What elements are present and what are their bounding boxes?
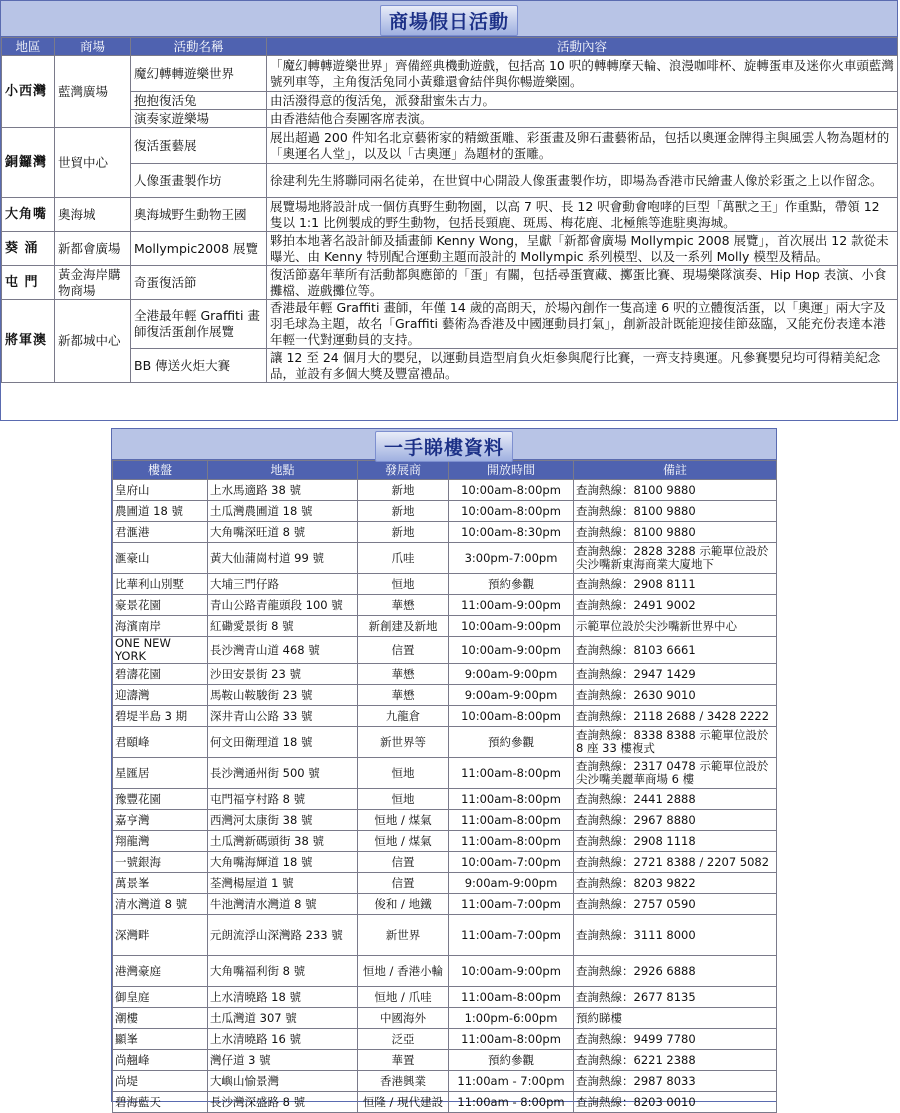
property-row xyxy=(113,574,777,595)
activity-name-cell: Mollympic2008 展覽 xyxy=(131,232,267,266)
address-cell: 深井青山公路 33 號 xyxy=(208,706,358,727)
address-cell: 何文田衛理道 18 號 xyxy=(208,727,358,758)
address-cell: 上水清曉路 16 號 xyxy=(208,1029,358,1050)
estate-cell: 星匯居 xyxy=(113,758,208,789)
hours-cell: 9:00am-9:00pm xyxy=(449,685,574,706)
hours-cell: 1:00pm-6:00pm xyxy=(449,1008,574,1029)
remark-cell: 查詢熱線：2721 8388 / 2207 5082 xyxy=(574,852,777,873)
address-cell: 沙田安景街 23 號 xyxy=(208,664,358,685)
property-row xyxy=(113,616,777,637)
hours-cell: 10:00am-8:30pm xyxy=(449,522,574,543)
header-cell: 地點 xyxy=(208,461,358,480)
remark-cell: 查詢熱線：2967 8880 xyxy=(574,810,777,831)
activity-name-cell: 奇蛋復活節 xyxy=(131,266,267,300)
header-cell: 發展商 xyxy=(358,461,449,480)
developer-cell: 信置 xyxy=(358,637,449,664)
estate-cell: 深灣畔 xyxy=(113,915,208,956)
address-cell: 土瓜灣新碼頭街 38 號 xyxy=(208,831,358,852)
developer-cell: 新地 xyxy=(358,480,449,501)
hours-cell: 11:00am-8:00pm xyxy=(449,831,574,852)
remark-cell: 查詢熱線：8203 0010 xyxy=(574,1092,777,1113)
property-row xyxy=(113,706,777,727)
mall-activities-header-row xyxy=(2,38,898,56)
hours-cell: 11:00am - 8:00pm xyxy=(449,1092,574,1113)
property-row xyxy=(113,480,777,501)
property-row xyxy=(113,727,777,758)
activity-row xyxy=(2,266,898,300)
activity-name-cell: 演奏家遊樂場 xyxy=(131,110,267,128)
district-cell: 大角嘴 xyxy=(2,198,55,232)
estate-cell: 一號銀海 xyxy=(113,852,208,873)
mall-activities-title-bar xyxy=(1,1,897,37)
estate-cell: 農圃道 18 號 xyxy=(113,501,208,522)
header-cell: 備註 xyxy=(574,461,777,480)
address-cell: 黃大仙蒲崗村道 99 號 xyxy=(208,543,358,574)
address-cell: 土瓜灣道 307 號 xyxy=(208,1008,358,1029)
activity-row xyxy=(2,349,898,383)
hours-cell: 11:00am-8:00pm xyxy=(449,1029,574,1050)
property-row xyxy=(113,852,777,873)
header-cell: 活動內容 xyxy=(267,38,898,56)
developer-cell: 中國海外 xyxy=(358,1008,449,1029)
mall-activities-panel xyxy=(0,0,898,421)
activity-name-cell: 奧海城野生動物王國 xyxy=(131,198,267,232)
activity-desc-cell: 展覽場地將設計成一個仿真野生動物園，以高 7 呎、長 12 呎會動會咆哮的巨型「萬獸之王」作重點，帶領 12 隻以 1:1 比例製成的野生動物，包括長頸鹿、斑馬、梅花鹿、北極熊等進駐奧海城。 xyxy=(267,198,898,232)
remark-cell: 查詢熱線：8203 9822 xyxy=(574,873,777,894)
developer-cell: 信置 xyxy=(358,852,449,873)
header-cell: 樓盤 xyxy=(113,461,208,480)
remark-cell: 查詢熱線：2926 6888 xyxy=(574,956,777,987)
property-row xyxy=(113,543,777,574)
address-cell: 大角嘴深旺道 8 號 xyxy=(208,522,358,543)
developer-cell: 華置 xyxy=(358,1050,449,1071)
remark-cell: 查詢熱線：3111 8000 xyxy=(574,915,777,956)
developer-cell: 九龍倉 xyxy=(358,706,449,727)
remark-cell: 查詢熱線：8103 6661 xyxy=(574,637,777,664)
property-row xyxy=(113,831,777,852)
hours-cell: 11:00am-8:00pm xyxy=(449,810,574,831)
property-row xyxy=(113,873,777,894)
activity-row xyxy=(2,198,898,232)
estate-cell: 海濱南岸 xyxy=(113,616,208,637)
property-viewing-title-bar xyxy=(112,429,776,460)
hours-cell: 預約參觀 xyxy=(449,727,574,758)
estate-cell: 比華利山別墅 xyxy=(113,574,208,595)
developer-cell: 恒隆 / 現代建設 xyxy=(358,1092,449,1113)
estate-cell: 清水灣道 8 號 xyxy=(113,894,208,915)
estate-cell: 萬景峯 xyxy=(113,873,208,894)
address-cell: 灣仔道 3 號 xyxy=(208,1050,358,1071)
header-cell: 活動名稱 xyxy=(131,38,267,56)
estate-cell: 碧濤花園 xyxy=(113,664,208,685)
estate-cell: ONE NEW YORK xyxy=(113,637,208,664)
address-cell: 大角嘴海輝道 18 號 xyxy=(208,852,358,873)
property-row xyxy=(113,956,777,987)
district-cell: 屯 門 xyxy=(2,266,55,300)
address-cell: 牛池灣清水灣道 8 號 xyxy=(208,894,358,915)
estate-cell: 迎濤灣 xyxy=(113,685,208,706)
activity-name-cell: 魔幻轉轉遊樂世界 xyxy=(131,56,267,92)
mall-activities-title: 商場假日活動 xyxy=(380,5,518,36)
property-row xyxy=(113,915,777,956)
developer-cell: 恒地 / 煤氣 xyxy=(358,831,449,852)
developer-cell: 俊和 / 地鐵 xyxy=(358,894,449,915)
property-row xyxy=(113,1050,777,1071)
address-cell: 長沙灣通州街 500 號 xyxy=(208,758,358,789)
hours-cell: 11:00am-9:00pm xyxy=(449,595,574,616)
hours-cell: 10:00am-9:00pm xyxy=(449,956,574,987)
hours-cell: 11:00am-8:00pm xyxy=(449,789,574,810)
header-cell: 地區 xyxy=(2,38,55,56)
estate-cell: 翔龍灣 xyxy=(113,831,208,852)
address-cell: 屯門福亨村路 8 號 xyxy=(208,789,358,810)
hours-cell: 11:00am-8:00pm xyxy=(449,758,574,789)
property-viewing-header-row xyxy=(113,461,777,480)
hours-cell: 10:00am-8:00pm xyxy=(449,501,574,522)
estate-cell: 御皇庭 xyxy=(113,987,208,1008)
mall-cell: 新都城中心 xyxy=(55,300,131,383)
property-row xyxy=(113,664,777,685)
activity-name-cell: 人像蛋畫製作坊 xyxy=(131,164,267,198)
remark-cell: 查詢熱線：2908 1118 xyxy=(574,831,777,852)
remark-cell: 查詢熱線：2118 2688 / 3428 2222 xyxy=(574,706,777,727)
mall-cell: 黃金海岸購物商場 xyxy=(55,266,131,300)
hours-cell: 預約參觀 xyxy=(449,574,574,595)
mall-cell: 世貿中心 xyxy=(55,128,131,198)
address-cell: 荃灣楊屋道 1 號 xyxy=(208,873,358,894)
developer-cell: 新世界 xyxy=(358,915,449,956)
developer-cell: 泛亞 xyxy=(358,1029,449,1050)
developer-cell: 新地 xyxy=(358,522,449,543)
remark-cell: 查詢熱線：2947 1429 xyxy=(574,664,777,685)
activity-desc-cell: 香港最年輕 Graffiti 畫師，年僅 14 歲的高朗天，於場內創作一隻高達 6 呎的立體復活蛋，以「奧運」兩大字及羽毛球為主題，故名「Graffiti 藝術為香港及中國運動員打氣」，創新設計既能迎接佳節茲臨，又能充份表達本港年輕一代對運動員的支持。 xyxy=(267,300,898,349)
developer-cell: 華懋 xyxy=(358,664,449,685)
header-cell: 商場 xyxy=(55,38,131,56)
hours-cell: 11:00am - 7:00pm xyxy=(449,1071,574,1092)
hours-cell: 預約參觀 xyxy=(449,1050,574,1071)
header-cell: 開放時間 xyxy=(449,461,574,480)
hours-cell: 3:00pm-7:00pm xyxy=(449,543,574,574)
remark-cell: 查詢熱線：2491 9002 xyxy=(574,595,777,616)
hours-cell: 10:00am-8:00pm xyxy=(449,706,574,727)
address-cell: 上水清曉路 18 號 xyxy=(208,987,358,1008)
activity-row xyxy=(2,128,898,164)
estate-cell: 嘉亨灣 xyxy=(113,810,208,831)
address-cell: 上水馬適路 38 號 xyxy=(208,480,358,501)
address-cell: 青山公路青龍頭段 100 號 xyxy=(208,595,358,616)
developer-cell: 恒地 / 煤氣 xyxy=(358,810,449,831)
developer-cell: 信置 xyxy=(358,873,449,894)
estate-cell: 豫豐花園 xyxy=(113,789,208,810)
remark-cell: 預約睇樓 xyxy=(574,1008,777,1029)
property-viewing-title: 一手睇樓資料 xyxy=(375,431,513,462)
estate-cell: 皇府山 xyxy=(113,480,208,501)
remark-cell: 查詢熱線：2677 8135 xyxy=(574,987,777,1008)
remark-cell: 示範單位設於尖沙嘴新世界中心 xyxy=(574,616,777,637)
remark-cell: 查詢熱線：2630 9010 xyxy=(574,685,777,706)
estate-cell: 顯峯 xyxy=(113,1029,208,1050)
property-viewing-panel xyxy=(111,428,777,1109)
remark-cell: 查詢熱線：2757 0590 xyxy=(574,894,777,915)
remark-cell: 查詢熱線：2317 0478 示範單位設於尖沙嘴美麗華商場 6 樓 xyxy=(574,758,777,789)
activity-desc-cell: 由香港結他合奏團客席表演。 xyxy=(267,110,898,128)
address-cell: 土瓜灣農圃道 18 號 xyxy=(208,501,358,522)
activity-desc-cell: 讓 12 至 24 個月大的嬰兒，以運動員造型肩負火炬參與爬行比賽，一齊支持奧運。凡參賽嬰兒均可得精美紀念品，並設有多個大獎及豐富禮品。 xyxy=(267,349,898,383)
developer-cell: 香港興業 xyxy=(358,1071,449,1092)
activity-name-cell: 全港最年輕 Graffiti 畫師復活蛋創作展覽 xyxy=(131,300,267,349)
estate-cell: 碧海藍天 xyxy=(113,1092,208,1113)
activity-desc-cell: 由活潑得意的復活兔，派發甜蜜朱古力。 xyxy=(267,92,898,110)
remark-cell: 查詢熱線：8100 9880 xyxy=(574,480,777,501)
property-row xyxy=(113,501,777,522)
hours-cell: 10:00am-9:00pm xyxy=(449,616,574,637)
activity-desc-cell: 復活節嘉年華所有活動都與應節的「蛋」有關，包括尋蛋寶藏、擲蛋比賽、現場樂隊演奏、Hip Hop 表演、小食攤檔、遊戲攤位等。 xyxy=(267,266,898,300)
hours-cell: 9:00am-9:00pm xyxy=(449,664,574,685)
remark-cell: 查詢熱線：8100 9880 xyxy=(574,501,777,522)
activity-row xyxy=(2,232,898,266)
remark-cell: 查詢熱線：9499 7780 xyxy=(574,1029,777,1050)
property-row xyxy=(113,685,777,706)
remark-cell: 查詢熱線：2441 2888 xyxy=(574,789,777,810)
remark-cell: 查詢熱線：2987 8033 xyxy=(574,1071,777,1092)
hours-cell: 10:00am-8:00pm xyxy=(449,480,574,501)
mall-activities-table xyxy=(1,37,898,383)
activity-row xyxy=(2,300,898,349)
property-row xyxy=(113,637,777,664)
estate-cell: 滙豪山 xyxy=(113,543,208,574)
developer-cell: 華懋 xyxy=(358,595,449,616)
district-cell: 葵 涌 xyxy=(2,232,55,266)
remark-cell: 查詢熱線：6221 2388 xyxy=(574,1050,777,1071)
property-row xyxy=(113,595,777,616)
address-cell: 馬鞍山鞍駿街 23 號 xyxy=(208,685,358,706)
hours-cell: 11:00am-7:00pm xyxy=(449,894,574,915)
developer-cell: 恒地 / 爪哇 xyxy=(358,987,449,1008)
address-cell: 長沙灣深盛路 8 號 xyxy=(208,1092,358,1113)
property-row xyxy=(113,1029,777,1050)
property-row xyxy=(113,894,777,915)
remark-cell: 查詢熱線：2908 8111 xyxy=(574,574,777,595)
developer-cell: 恒地 xyxy=(358,574,449,595)
property-row xyxy=(113,789,777,810)
property-row xyxy=(113,987,777,1008)
activity-desc-cell: 夥拍本地著名設計師及插畫師 Kenny Wong，呈獻「新都會廣場 Mollympic 2008 展覽」，首次展出 12 款從未曝光、由 Kenny 特別配合運動主題而設計的 Mollympic 系列模型、以及一系列 Molly 模型及精品。 xyxy=(267,232,898,266)
developer-cell: 恒地 / 香港小輪 xyxy=(358,956,449,987)
mall-cell: 奧海城 xyxy=(55,198,131,232)
estate-cell: 君滙港 xyxy=(113,522,208,543)
developer-cell: 新世界等 xyxy=(358,727,449,758)
estate-cell: 尚翹峰 xyxy=(113,1050,208,1071)
activity-row xyxy=(2,164,898,198)
developer-cell: 恒地 xyxy=(358,758,449,789)
estate-cell: 尚堤 xyxy=(113,1071,208,1092)
mall-cell: 藍灣廣場 xyxy=(55,56,131,128)
address-cell: 元朗流浮山深灣路 233 號 xyxy=(208,915,358,956)
property-row xyxy=(113,1071,777,1092)
address-cell: 大嶼山愉景灣 xyxy=(208,1071,358,1092)
activity-desc-cell: 展出超過 200 件知名北京藝術家的精緻蛋雕、彩蛋畫及卵石畫藝術品，包括以奧運金牌得主與風雲人物為題材的「奧運名人堂」，以及以「古奧運」為題材的蛋雕。 xyxy=(267,128,898,164)
address-cell: 長沙灣青山道 468 號 xyxy=(208,637,358,664)
hours-cell: 10:00am-9:00pm xyxy=(449,637,574,664)
developer-cell: 爪哇 xyxy=(358,543,449,574)
property-row xyxy=(113,1008,777,1029)
activity-row xyxy=(2,92,898,110)
developer-cell: 恒地 xyxy=(358,789,449,810)
estate-cell: 君頤峰 xyxy=(113,727,208,758)
developer-cell: 新地 xyxy=(358,501,449,522)
property-row xyxy=(113,758,777,789)
district-cell: 將軍澳 xyxy=(2,300,55,383)
activity-desc-cell: 「魔幻轉轉遊樂世界」齊備經典機動遊戲，包括高 10 呎的轉轉摩天輪、浪漫咖啡杯、旋轉蛋車及迷你火車頭藍灣號列車等，主角復活兔同小黃雞還會結伴與你暢遊樂園。 xyxy=(267,56,898,92)
property-row xyxy=(113,522,777,543)
activity-name-cell: BB 傳送火炬大賽 xyxy=(131,349,267,383)
address-cell: 西灣河太康街 38 號 xyxy=(208,810,358,831)
developer-cell: 華懋 xyxy=(358,685,449,706)
property-viewing-table xyxy=(112,460,777,1113)
district-cell: 銅鑼灣 xyxy=(2,128,55,198)
remark-cell: 查詢熱線：8100 9880 xyxy=(574,522,777,543)
property-row xyxy=(113,1092,777,1113)
estate-cell: 碧堤半島 3 期 xyxy=(113,706,208,727)
developer-cell: 新創建及新地 xyxy=(358,616,449,637)
estate-cell: 豪景花園 xyxy=(113,595,208,616)
hours-cell: 9:00am-9:00pm xyxy=(449,873,574,894)
hours-cell: 11:00am-8:00pm xyxy=(449,987,574,1008)
estate-cell: 港灣豪庭 xyxy=(113,956,208,987)
address-cell: 大角嘴福利街 8 號 xyxy=(208,956,358,987)
property-row xyxy=(113,810,777,831)
activity-name-cell: 復活蛋藝展 xyxy=(131,128,267,164)
activity-desc-cell: 徐建利先生將聯同兩名徒弟，在世貿中心開設人像蛋畫製作坊，即場為香港市民繪畫人像於彩蛋之上以作留念。 xyxy=(267,164,898,198)
estate-cell: 潮樓 xyxy=(113,1008,208,1029)
mall-cell: 新都會廣場 xyxy=(55,232,131,266)
remark-cell: 查詢熱線：2828 3288 示範單位設於尖沙嘴新東海商業大廈地下 xyxy=(574,543,777,574)
district-cell: 小西灣 xyxy=(2,56,55,128)
address-cell: 大埔三門仔路 xyxy=(208,574,358,595)
activity-row xyxy=(2,56,898,92)
remark-cell: 查詢熱線：8338 8388 示範單位設於 8 座 33 樓複式 xyxy=(574,727,777,758)
activity-name-cell: 抱抱復活兔 xyxy=(131,92,267,110)
activity-row xyxy=(2,110,898,128)
hours-cell: 11:00am-7:00pm xyxy=(449,915,574,956)
hours-cell: 10:00am-7:00pm xyxy=(449,852,574,873)
address-cell: 紅磡愛景街 8 號 xyxy=(208,616,358,637)
